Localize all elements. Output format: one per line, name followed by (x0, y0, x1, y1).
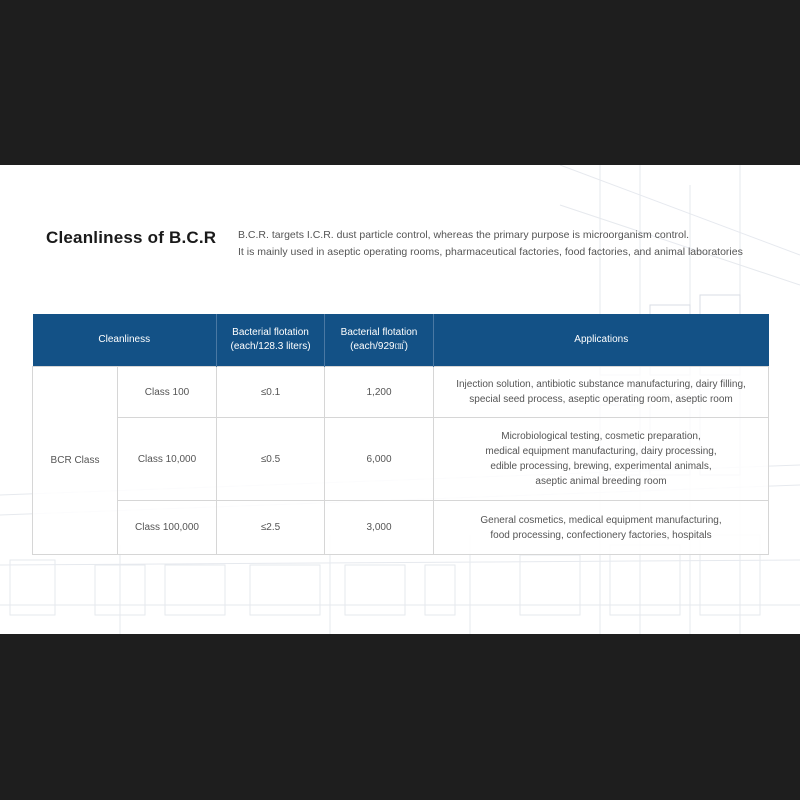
cleanliness-table (32, 314, 769, 555)
description-line: B.C.R. targets I.C.R. dust particle control, whereas the primary purpose is microorganism control. (238, 229, 690, 241)
class-cell: Class 10,000 (118, 418, 217, 501)
applications-line: Injection solution, antibiotic substance manufacturing, dairy filling, (456, 379, 746, 390)
bacterial-liters-cell: ≤2.5 (217, 501, 325, 555)
header-cleanliness: Cleanliness (33, 314, 217, 367)
header-bacterial-flotation-area (325, 314, 434, 367)
applications-cell (434, 418, 769, 501)
applications-line: special seed process, aseptic operating room, aseptic room (469, 394, 733, 405)
header-applications: Applications (434, 314, 769, 367)
applications-cell (434, 367, 769, 418)
class-cell: Class 100 (118, 367, 217, 418)
bacterial-liters-cell: ≤0.5 (217, 418, 325, 501)
table-row (33, 501, 769, 555)
page-title: Cleanliness of B.C.R (46, 228, 217, 247)
applications-line: medical equipment manufacturing, dairy processing, (485, 446, 717, 457)
header-bacterial-flotation-liters (217, 314, 325, 367)
content-panel (0, 165, 800, 634)
table-header-row (33, 314, 769, 367)
header-line: (each/128.3 liters) (230, 341, 311, 352)
description-line: It is mainly used in aseptic operating rooms, pharmaceutical factories, food factories, and animal laboratories (238, 246, 743, 258)
bacterial-area-cell: 1,200 (325, 367, 434, 418)
table-row (33, 418, 769, 501)
header-line: (each/929㎠) (350, 341, 408, 352)
header-line: Bacterial flotation (340, 327, 418, 338)
applications-line: aseptic animal breeding room (535, 476, 667, 487)
description (238, 227, 743, 261)
class-cell: Class 100,000 (118, 501, 217, 555)
applications-line: edible processing, brewing, experimental animals, (490, 461, 712, 472)
applications-line: Microbiological testing, cosmetic preparation, (501, 431, 701, 442)
applications-line: food processing, confectionery factories, hospitals (490, 529, 712, 541)
bacterial-area-cell: 6,000 (325, 418, 434, 501)
bacterial-liters-cell: ≤0.1 (217, 367, 325, 418)
table-row (33, 367, 769, 418)
bcr-class-group-cell: BCR Class (33, 367, 118, 555)
applications-cell (434, 501, 769, 555)
header-line: Bacterial flotation (232, 327, 309, 338)
applications-line: General cosmetics, medical equipment manufacturing, (480, 514, 722, 526)
bacterial-area-cell: 3,000 (325, 501, 434, 555)
